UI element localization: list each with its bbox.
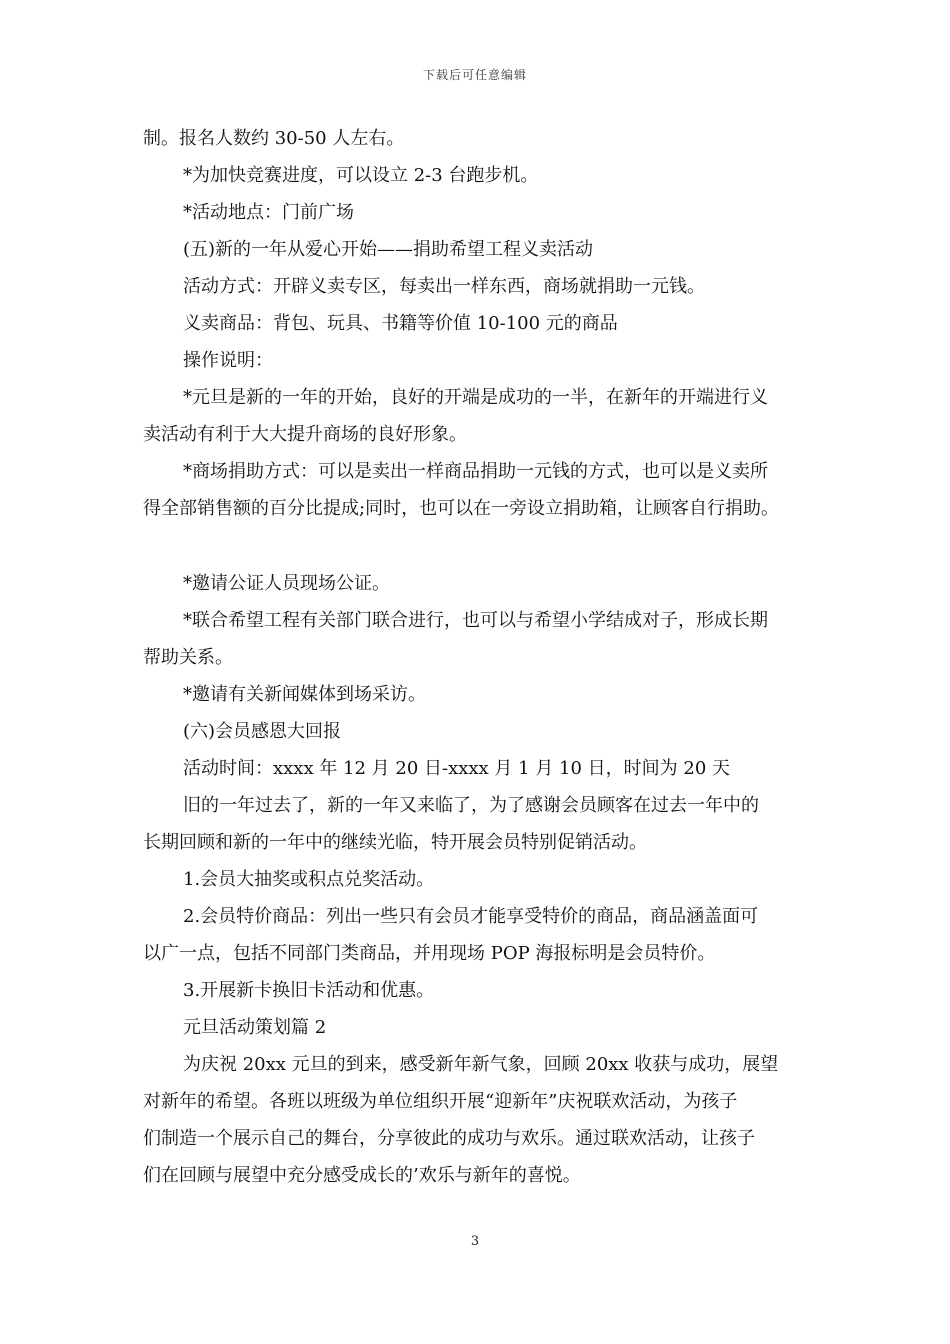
body-line: *元旦是新的一年的开始，良好的开端是成功的一半，在新年的开端进行义	[183, 387, 768, 408]
body-line: 们制造一个展示自己的舞台，分享彼此的成功与欢乐。通过联欢活动，让孩子	[143, 1128, 755, 1149]
list-item: 1.会员大抽奖或积点兑奖活动。	[183, 869, 435, 890]
body-line: 为庆祝 20xx 元旦的到来，感受新年新气象，回顾 20xx 收获与成功，展望	[183, 1054, 779, 1075]
body-line: 制。报名人数约 30-50 人左右。	[143, 128, 405, 149]
section-heading: (六)会员感恩大回报	[183, 721, 342, 742]
paragraph-gap	[143, 527, 823, 565]
body-line: 得全部销售额的百分比提成;同时，也可以在一旁设立捐助箱，让顾客自行捐助。	[143, 498, 780, 519]
body-line: *邀请公证人员现场公证。	[183, 573, 390, 594]
list-item: 3.开展新卡换旧卡活动和优惠。	[183, 980, 435, 1001]
body-line: *商场捐助方式：可以是卖出一样商品捐助一元钱的方式，也可以是义卖所	[183, 461, 768, 482]
section-heading: 元旦活动策划篇 2	[183, 1017, 327, 1038]
body-line: 长期回顾和新的一年中的继续光临，特开展会员特别促销活动。	[143, 832, 647, 853]
body-line: 活动方式：开辟义卖专区，每卖出一样东西，商场就捐助一元钱。	[183, 276, 705, 297]
document-body	[143, 120, 823, 1194]
section-heading: (五)新的一年从爱心开始——捐助希望工程义卖活动	[183, 239, 594, 260]
body-line: *活动地点：门前广场	[183, 202, 354, 223]
body-line: 卖活动有利于大大提升商场的良好形象。	[143, 424, 467, 445]
body-line: 帮助关系。	[143, 647, 233, 668]
body-line: *邀请有关新闻媒体到场采访。	[183, 684, 426, 705]
body-line: 以广一点，包括不同部门类商品，并用现场 POP 海报标明是会员特价。	[143, 943, 716, 964]
body-line: 活动时间：xxxx 年 12 月 20 日-xxxx 月 1 月 10 日，时间为 20 天	[183, 758, 731, 779]
body-line: 对新年的希望。各班以班级为单位组织开展“迎新年”庆祝联欢活动，为孩子	[143, 1091, 738, 1112]
page-number: 3	[470, 1234, 480, 1249]
body-line: 操作说明：	[183, 350, 273, 371]
list-item: 2.会员特价商品：列出一些只有会员才能享受特价的商品，商品涵盖面可	[183, 906, 759, 927]
body-line: 旧的一年过去了，新的一年又来临了，为了感谢会员顾客在过去一年中的	[183, 795, 759, 816]
body-line: *联合希望工程有关部门联合进行，也可以与希望小学结成对子，形成长期	[183, 610, 768, 631]
body-line: 们在回顾与展望中充分感受成长的’欢乐与新年的喜悦。	[143, 1165, 581, 1186]
page-header: 下载后可任意编辑	[422, 68, 527, 82]
body-line: 义卖商品：背包、玩具、书籍等价值 10-100 元的商品	[183, 313, 618, 334]
body-line: *为加快竞赛进度，可以设立 2-3 台跑步机。	[183, 165, 539, 186]
